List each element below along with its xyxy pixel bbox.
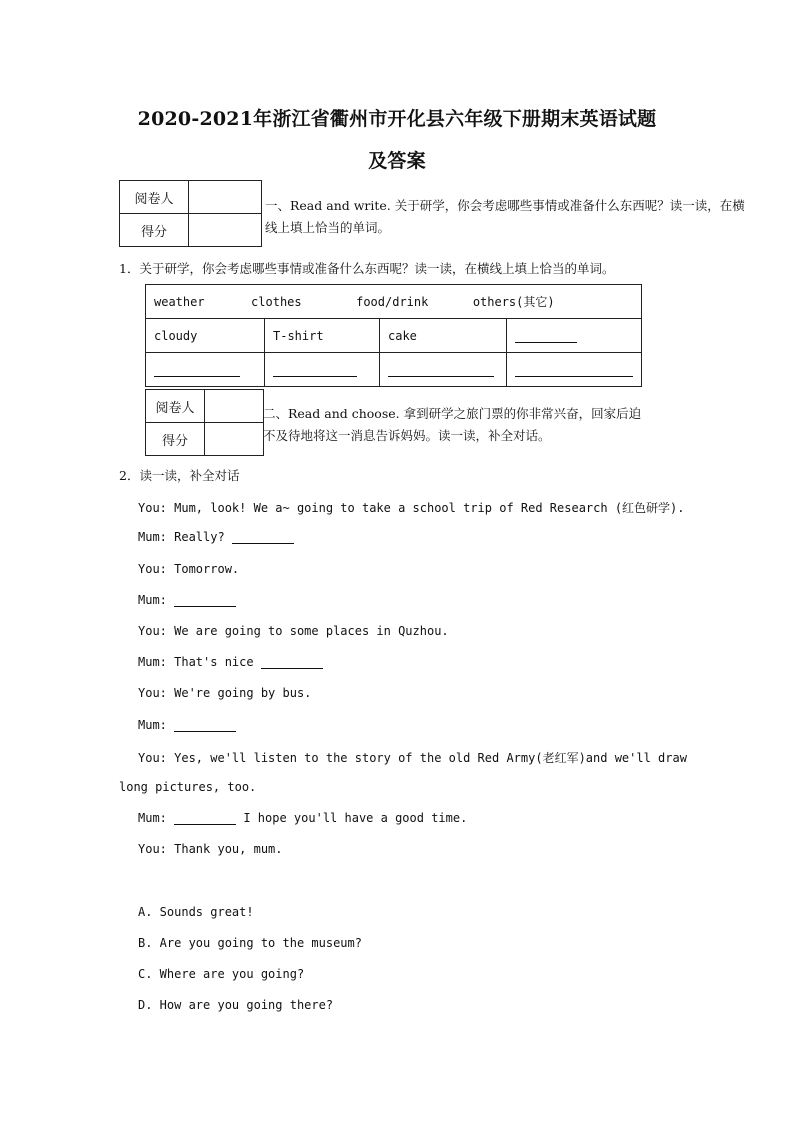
answer-blank[interactable] [174, 811, 236, 825]
table-cell: T-shirt [265, 319, 380, 353]
dialogue-line: You: Tomorrow. [138, 562, 240, 576]
dialogue-line: Mum: [138, 593, 236, 607]
dialogue-line: You: We're going by bus. [138, 686, 312, 700]
option-c: C. Where are you going? [138, 967, 305, 981]
reviewer-label: 阅卷人 [120, 181, 189, 214]
reviewer-cell[interactable] [205, 390, 264, 423]
dialogue-line: Mum: I hope you'll have a good time. [138, 811, 468, 825]
dialogue-line: Mum: Really? [138, 530, 294, 544]
score-cell[interactable] [205, 423, 264, 456]
word-table [145, 284, 642, 387]
answer-blank[interactable] [380, 353, 507, 387]
answer-blank[interactable] [265, 353, 380, 387]
option-a: A. Sounds great! [138, 905, 254, 919]
question-1: 1．关于研学，你会考虑哪些事情或准备什么东西呢？读一读，在横线上填上恰当的单词。 [119, 261, 615, 276]
table-cell: cake [380, 319, 507, 353]
score-box-2 [145, 389, 264, 456]
dialogue-line: You: We are going to some places in Quzhou. [138, 624, 449, 638]
section-1-heading: 一、Read and write. 关于研学，你会考虑哪些事情或准备什么东西呢？读一读，在横 线上填上恰当的单词。 [265, 198, 745, 235]
score-cell[interactable] [189, 214, 262, 247]
table-header-row: weather clothes food/drink others(其它) [146, 285, 642, 319]
page-title-continued: 及答案 [368, 150, 426, 172]
answer-blank[interactable] [507, 319, 642, 353]
score-label: 得分 [120, 214, 189, 247]
reviewer-label: 阅卷人 [146, 390, 205, 423]
score-box-1 [119, 180, 262, 247]
answer-blank[interactable] [261, 655, 323, 669]
section-2-heading: 二、Read and choose. 拿到研学之旅门票的你非常兴奋，回家后迫 不及待地将这一消息告诉妈妈。读一读，补全对话。 [263, 406, 642, 443]
reviewer-cell[interactable] [189, 181, 262, 214]
page-title: 2020-2021年浙江省衢州市开化县六年级下册期末英语试题 [137, 108, 657, 130]
table-cell: cloudy [146, 319, 265, 353]
score-label: 得分 [146, 423, 205, 456]
answer-blank[interactable] [174, 593, 236, 607]
answer-blank[interactable] [232, 530, 294, 544]
dialogue-line: You: Mum, look! We a~ going to take a school trip of Red Research (红色研学). [138, 501, 685, 515]
dialogue-line: long pictures, too. [119, 780, 257, 794]
answer-blank[interactable] [507, 353, 642, 387]
dialogue-line: Mum: That's nice [138, 655, 323, 669]
option-d: D. How are you going there? [138, 998, 334, 1012]
answer-blank[interactable] [174, 718, 236, 732]
question-2: 2．读一读，补全对话 [119, 468, 240, 483]
dialogue-line: You: Thank you, mum. [138, 842, 283, 856]
option-b: B. Are you going to the museum? [138, 936, 362, 950]
dialogue-line: You: Yes, we'll listen to the story of the old Red Army(老红军)and we'll draw [138, 751, 687, 765]
answer-blank[interactable] [146, 353, 265, 387]
dialogue-line: Mum: [138, 718, 236, 732]
